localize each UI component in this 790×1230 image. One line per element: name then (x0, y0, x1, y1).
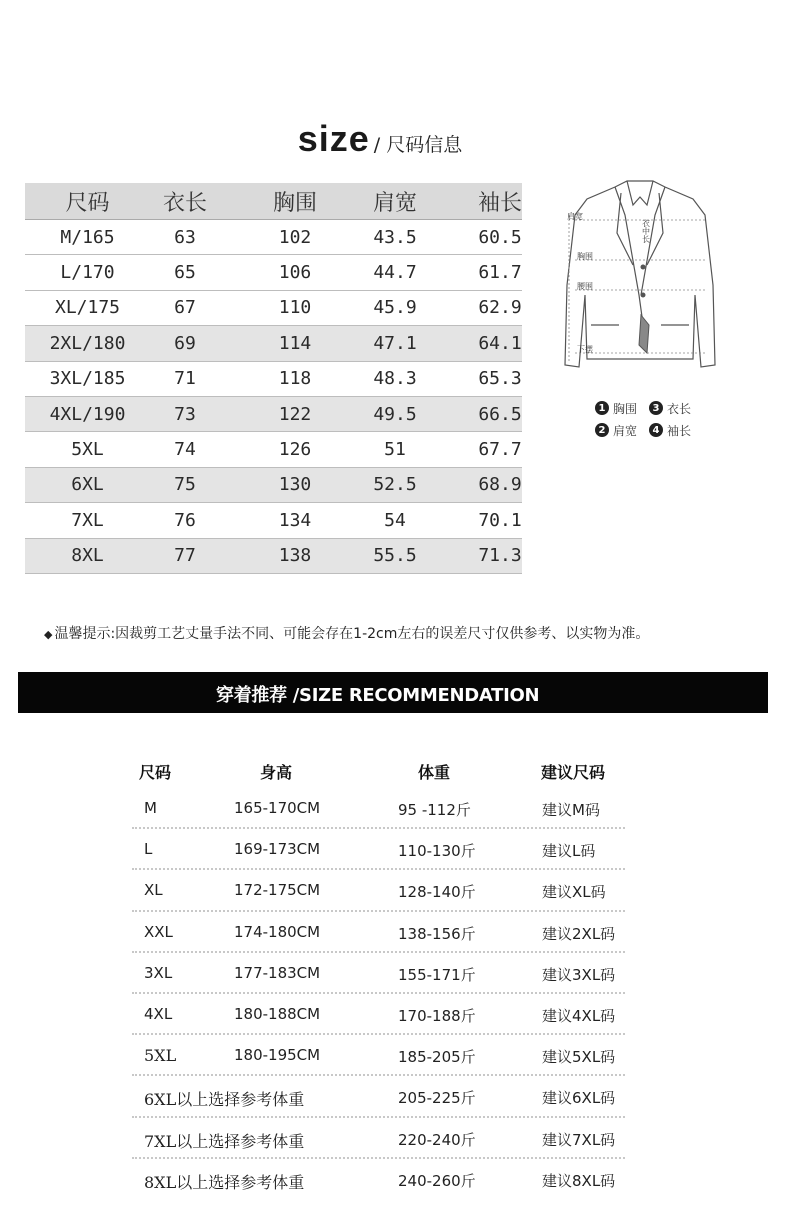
cell-chest: 138 (278, 545, 312, 567)
cell-size: 4XL (144, 1004, 173, 1023)
table-row (132, 953, 625, 994)
cell-recommend: 建议L码 (542, 842, 596, 861)
cell-size: 2XL/180 (49, 332, 126, 354)
jacket-illustration (555, 175, 725, 375)
table-row (132, 1076, 625, 1117)
cell-shoulder: 51 (384, 439, 406, 461)
cell-weight: 185-205斤 (398, 1048, 476, 1067)
table-row (25, 220, 522, 255)
cell-recommend: 建议5XL码 (542, 1048, 616, 1067)
cell-height: 180-188CM (234, 1004, 321, 1023)
cell-size: 4XL/190 (49, 403, 126, 425)
header-sleeve: 袖长 (477, 190, 522, 216)
cell-weight: 138-156斤 (398, 924, 476, 943)
cell-height: 165-170CM (234, 799, 321, 817)
cell-shoulder: 44.7 (373, 262, 417, 284)
table-row (132, 788, 625, 829)
legend-number: 4 (649, 423, 663, 437)
header-weight: 体重 (418, 763, 451, 782)
cell-weight: 220-240斤 (398, 1130, 476, 1149)
cell-length: 69 (174, 332, 196, 354)
cell-size: 3XL (144, 963, 173, 982)
banner-title: 穿着推荐 /SIZE RECOMMENDATION (216, 685, 540, 706)
table-row (132, 870, 625, 911)
cell-shoulder: 49.5 (373, 403, 417, 425)
legend-item (595, 400, 637, 417)
cell-sleeve: 65.3 (478, 368, 522, 390)
table-row (25, 397, 522, 432)
tip-text: 温馨提示:因裁剪工艺丈量手法不同、可能会存在1-2cm左右的误差尺寸仅供参考、以实物为准。 (54, 626, 650, 642)
recommendation-header-row (0, 760, 790, 784)
cell-sleeve: 62.9 (478, 297, 522, 319)
cell-length: 74 (174, 439, 196, 461)
cell-sleeve: 68.9 (478, 474, 522, 496)
table-row (25, 326, 522, 361)
table-row (25, 362, 522, 397)
cell-shoulder: 54 (384, 509, 406, 531)
cell-height: 169-173CM (234, 840, 321, 859)
cell-length: 63 (174, 226, 196, 248)
cell-shoulder: 43.5 (373, 226, 417, 248)
cell-weight: 170-188斤 (398, 1006, 476, 1025)
measurement-header-row (25, 183, 522, 220)
cell-sleeve: 67.7 (478, 439, 522, 461)
title-subtitle: / 尺码信息 (373, 134, 463, 156)
cell-recommend: 建议XL码 (542, 883, 606, 902)
cell-size: 3XL/185 (49, 368, 126, 390)
table-row (132, 1118, 625, 1159)
cell-size: XXL (144, 922, 173, 941)
legend-item (649, 422, 691, 439)
table-row (132, 829, 625, 870)
cell-shoulder: 45.9 (373, 297, 417, 319)
table-row (132, 994, 625, 1035)
cell-chest: 126 (278, 439, 312, 461)
cell-weight: 205-225斤 (398, 1089, 476, 1108)
cell-shoulder: 47.1 (373, 332, 417, 354)
cell-sleeve: 70.1 (478, 509, 522, 531)
cell-size: 6XL以上选择参考体重 (144, 1090, 305, 1110)
page-title (0, 118, 760, 160)
title-size: size (297, 118, 370, 159)
legend-item (595, 422, 637, 439)
table-row (25, 468, 522, 503)
cell-chest: 122 (278, 403, 312, 425)
legend-text: 胸围 (613, 401, 638, 416)
cell-chest: 114 (278, 332, 312, 354)
table-row (25, 432, 522, 467)
cell-chest: 102 (278, 226, 312, 248)
cell-recommend: 建议2XL码 (542, 924, 616, 943)
label-chest: 胸围 (577, 252, 593, 261)
cell-length: 65 (174, 262, 196, 284)
table-row (132, 1035, 625, 1076)
table-row (25, 255, 522, 290)
cell-size: 8XL (71, 545, 104, 567)
legend-number: 1 (595, 401, 609, 415)
cell-shoulder: 52.5 (373, 474, 417, 496)
cell-shoulder: 48.3 (373, 368, 417, 390)
header-size: 尺码 (65, 190, 110, 216)
tip-note (44, 623, 649, 643)
cell-size: L/170 (60, 262, 115, 284)
cell-sleeve: 64.1 (478, 332, 522, 354)
jacket-diagram (555, 175, 725, 375)
cell-weight: 110-130斤 (398, 842, 476, 861)
cell-weight: 155-171斤 (398, 965, 476, 984)
header-shoulder: 肩宽 (372, 190, 417, 216)
cell-recommend: 建议6XL码 (542, 1089, 616, 1108)
cell-height: 180-195CM (234, 1046, 321, 1065)
legend-item (649, 400, 691, 417)
cell-recommend: 建议3XL码 (542, 965, 616, 984)
cell-chest: 106 (278, 262, 312, 284)
cell-height: 174-180CM (234, 922, 321, 941)
cell-weight: 128-140斤 (398, 883, 476, 902)
cell-size: L (144, 840, 153, 859)
label-shoulder: 肩宽 (567, 212, 583, 221)
header-recommended-size: 建议尺码 (541, 763, 606, 782)
legend-number: 3 (649, 401, 663, 415)
recommendation-banner (18, 672, 768, 713)
header-chest: 胸围 (272, 190, 317, 216)
cell-size: 7XL (71, 509, 104, 531)
legend-text: 袖长 (667, 423, 692, 438)
legend-text: 衣长 (667, 401, 692, 416)
cell-sleeve: 60.5 (478, 226, 522, 248)
legend-number: 2 (595, 423, 609, 437)
cell-length: 71 (174, 368, 196, 390)
cell-size: 7XL以上选择参考体重 (144, 1131, 305, 1151)
cell-size: 5XL (71, 439, 104, 461)
cell-size: M/165 (60, 226, 115, 248)
header-height: 身高 (260, 763, 293, 782)
table-row (132, 912, 625, 953)
cell-length: 73 (174, 403, 196, 425)
cell-weight: 95 -112斤 (398, 801, 471, 819)
cell-size: 6XL (71, 474, 104, 496)
cell-size: 5XL (144, 1046, 177, 1066)
table-row (25, 539, 522, 574)
cell-chest: 130 (278, 474, 312, 496)
diagram-legend (595, 397, 691, 441)
label-waist: 腰围 (577, 282, 593, 291)
recommendation-table (132, 788, 625, 1198)
cell-size: XL (144, 881, 163, 900)
cell-chest: 134 (278, 509, 312, 531)
cell-size: XL/175 (54, 297, 121, 319)
cell-height: 172-175CM (234, 881, 321, 900)
table-row (132, 1159, 625, 1198)
legend-text: 肩宽 (613, 423, 638, 438)
cell-chest: 110 (278, 297, 312, 319)
cell-recommend: 建议4XL码 (542, 1006, 616, 1025)
cell-chest: 118 (278, 368, 312, 390)
cell-size: M (144, 799, 157, 817)
table-row (25, 503, 522, 538)
label-length: 衣中长 (641, 219, 651, 243)
cell-length: 75 (174, 474, 196, 496)
table-row (25, 291, 522, 326)
header-length: 衣长 (162, 190, 207, 216)
cell-height: 177-183CM (234, 963, 321, 982)
cell-sleeve: 71.3 (478, 545, 522, 567)
measurement-table (25, 183, 522, 574)
cell-recommend: 建议8XL码 (542, 1171, 616, 1190)
cell-sleeve: 61.7 (478, 262, 522, 284)
header-size: 尺码 (139, 763, 172, 782)
cell-shoulder: 55.5 (373, 545, 417, 567)
cell-recommend: 建议M码 (542, 801, 600, 819)
label-hem: 下摆 (577, 345, 593, 354)
cell-length: 77 (174, 545, 196, 567)
cell-length: 76 (174, 509, 196, 531)
cell-weight: 240-260斤 (398, 1171, 476, 1190)
diamond-icon: ◆ (44, 628, 53, 641)
cell-length: 67 (174, 297, 196, 319)
cell-recommend: 建议7XL码 (542, 1130, 616, 1149)
cell-sleeve: 66.5 (478, 403, 522, 425)
cell-size: 8XL以上选择参考体重 (144, 1172, 305, 1192)
